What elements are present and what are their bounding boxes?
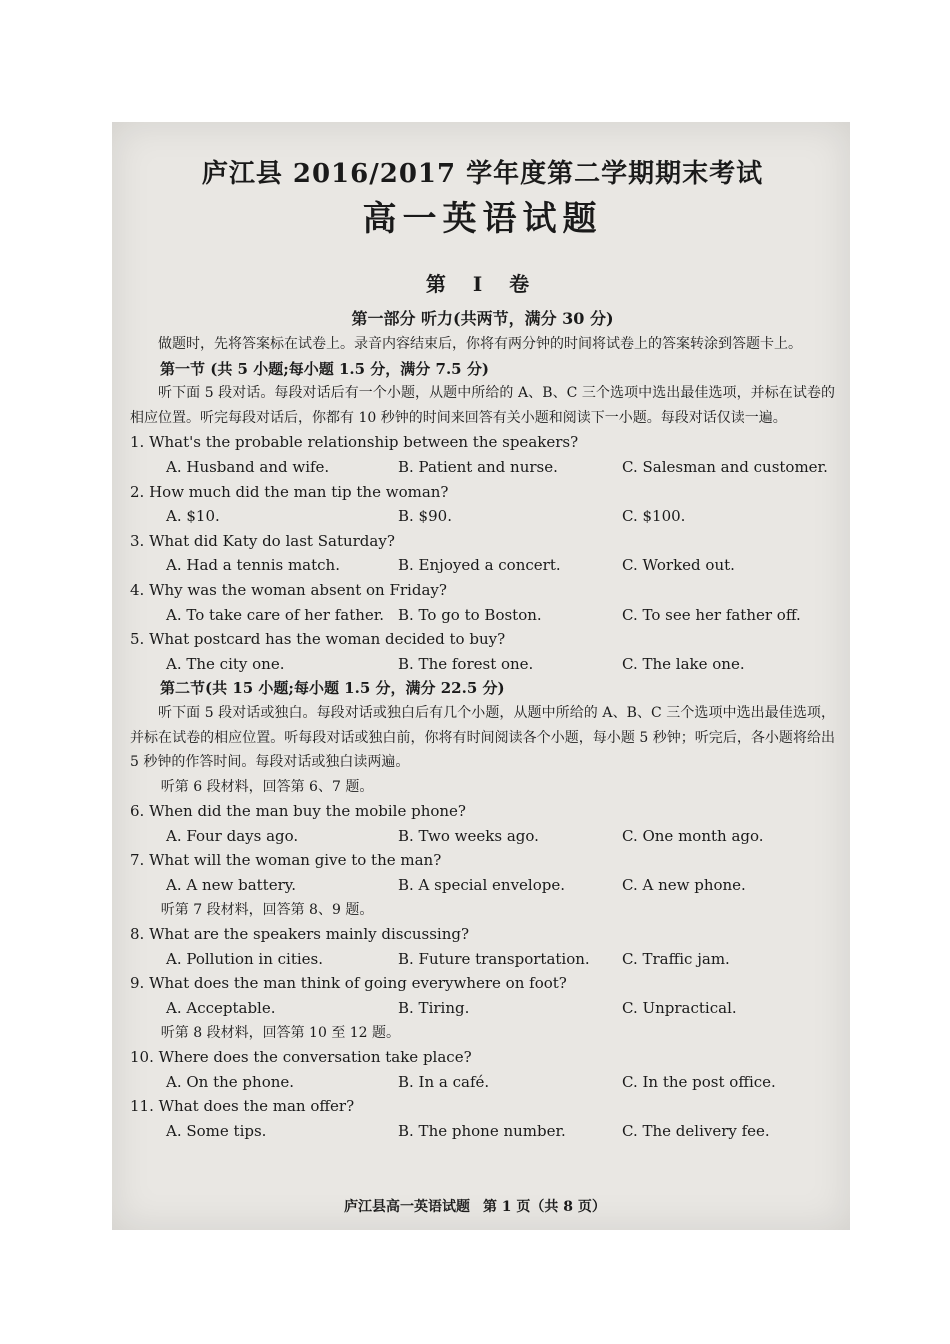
option-a: A. The city one. xyxy=(166,654,285,673)
volume-heading: 第 I 卷 xyxy=(425,272,540,296)
section2-instructions: 听下面 5 段对话或独白。每段对话或独白后有几个小题，从题中所给的 A、B、C 三个选项中选出最佳选项，并标在试卷的相应位置。听每段对话或独白前，你将有时间阅读各个小题，每小题 5 秒钟；听完后，各小题将给出 5 秒钟的作答时间。每段对话或独白读两遍。 xyxy=(130,704,835,771)
section1-instructions: 听下面 5 段对话。每段对话后有一个小题，从题中所给的 A、B、C 三个选项中选出最佳选项，并标在试卷的相应位置。听完每段对话后，你都有 10 秒钟的时间来回答有关小题和阅读下一小题。每段对话仅读一遍。 xyxy=(130,385,835,426)
footer-exam-name: 庐江县高一英语试题 xyxy=(344,1199,471,1215)
options-row xyxy=(130,603,835,628)
options-row xyxy=(130,996,835,1021)
option-b: B. The phone number. xyxy=(398,1122,566,1140)
options-row xyxy=(130,824,835,849)
exam-page xyxy=(130,152,835,1144)
options-row xyxy=(130,1070,835,1095)
option-c: C. One month ago. xyxy=(622,826,764,845)
option-a: A. To take care of her father. xyxy=(166,605,385,624)
option-a: A. Had a tennis match. xyxy=(166,556,340,575)
option-b: B. $90. xyxy=(398,507,452,526)
option-a: A. Four days ago. xyxy=(166,826,299,845)
option-a: A. On the phone. xyxy=(166,1072,295,1091)
question-text: 6. When did the man buy the mobile phone? xyxy=(130,802,466,821)
options-row xyxy=(130,504,835,529)
question-text: 5. What postcard has the woman decided to buy? xyxy=(130,630,506,649)
option-c: C. In the post office. xyxy=(622,1072,776,1091)
option-b: B. Enjoyed a concert. xyxy=(398,556,561,575)
option-c: C. Worked out. xyxy=(622,556,735,575)
option-c: C. To see her father off. xyxy=(622,605,801,624)
section1-heading: 第一节 (共 5 小题;每小题 1.5 分，满分 7.5 分) xyxy=(160,359,489,378)
option-b: B. Tiring. xyxy=(398,999,470,1018)
question-block xyxy=(130,799,835,848)
question-block xyxy=(130,480,835,529)
question-block xyxy=(130,578,835,627)
section2-heading: 第二节(共 15 小题;每小题 1.5 分，满分 22.5 分) xyxy=(160,679,505,698)
material-8-note: 听第 8 段材料，回答第 10 至 12 题。 xyxy=(160,1024,401,1041)
option-b: B. Two weeks ago. xyxy=(398,826,539,845)
option-c: C. Salesman and customer. xyxy=(622,457,828,476)
options-row xyxy=(130,652,835,677)
question-block xyxy=(130,922,835,971)
footer-page-number: 第 1 页（共 8 页） xyxy=(482,1199,606,1215)
option-b: B. In a café. xyxy=(398,1072,490,1091)
question-text: 3. What did Katy do last Saturday? xyxy=(130,531,395,550)
option-b: B. Patient and nurse. xyxy=(398,457,558,476)
question-block xyxy=(130,1094,835,1143)
option-b: B. The forest one. xyxy=(398,654,534,673)
part-heading: 第一部分 听力(共两节，满分 30 分) xyxy=(351,309,614,328)
question-block xyxy=(130,971,835,1020)
option-c: C. A new phone. xyxy=(622,876,746,895)
question-text: 10. Where does the conversation take place? xyxy=(130,1048,472,1067)
question-text: 11. What does the man offer? xyxy=(130,1097,355,1116)
material-6-note: 听第 6 段材料，回答第 6、7 题。 xyxy=(160,778,374,795)
options-row xyxy=(130,553,835,578)
option-a: A. Husband and wife. xyxy=(166,457,330,476)
question-block xyxy=(130,848,835,897)
exam-subtitle: 高一英语试题 xyxy=(362,199,603,239)
option-a: A. A new battery. xyxy=(166,876,297,895)
exam-title: 庐江县 2016/2017 学年度第二学期期末考试 xyxy=(201,159,764,189)
option-c: C. Traffic jam. xyxy=(622,949,730,968)
question-text: 8. What are the speakers mainly discussing? xyxy=(130,925,470,944)
page-footer xyxy=(0,1196,950,1216)
question-block xyxy=(130,529,835,578)
option-a: A. Pollution in cities. xyxy=(166,949,324,968)
option-c: C. The delivery fee. xyxy=(622,1122,770,1140)
listening-intro: 做题时，先将答案标在试卷上。录音内容结束后，你将有两分钟的时间将试卷上的答案转涂到答题卡上。 xyxy=(158,336,802,352)
question-text: 1. What's the probable relationship between the speakers? xyxy=(130,433,579,452)
option-c: C. The lake one. xyxy=(622,654,745,673)
question-block xyxy=(130,627,835,676)
options-row xyxy=(130,947,835,972)
options-row xyxy=(130,455,835,480)
options-row xyxy=(130,1119,835,1144)
option-c: C. Unpractical. xyxy=(622,999,737,1018)
material-7-note: 听第 7 段材料，回答第 8、9 题。 xyxy=(160,901,374,918)
question-block xyxy=(130,1045,835,1094)
option-a: A. Acceptable. xyxy=(166,999,276,1018)
option-c: C. $100. xyxy=(622,507,686,526)
question-text: 2. How much did the man tip the woman? xyxy=(130,482,449,501)
question-text: 4. Why was the woman absent on Friday? xyxy=(130,580,447,599)
options-row xyxy=(130,873,835,898)
option-b: B. Future transportation. xyxy=(398,949,590,968)
option-a: A. $10. xyxy=(166,507,220,526)
option-b: B. To go to Boston. xyxy=(398,605,542,624)
question-block xyxy=(130,430,835,479)
question-text: 9. What does the man think of going everywhere on foot? xyxy=(130,974,567,993)
option-a: A. Some tips. xyxy=(166,1122,267,1140)
option-b: B. A special envelope. xyxy=(398,876,566,895)
question-text: 7. What will the woman give to the man? xyxy=(130,851,442,870)
